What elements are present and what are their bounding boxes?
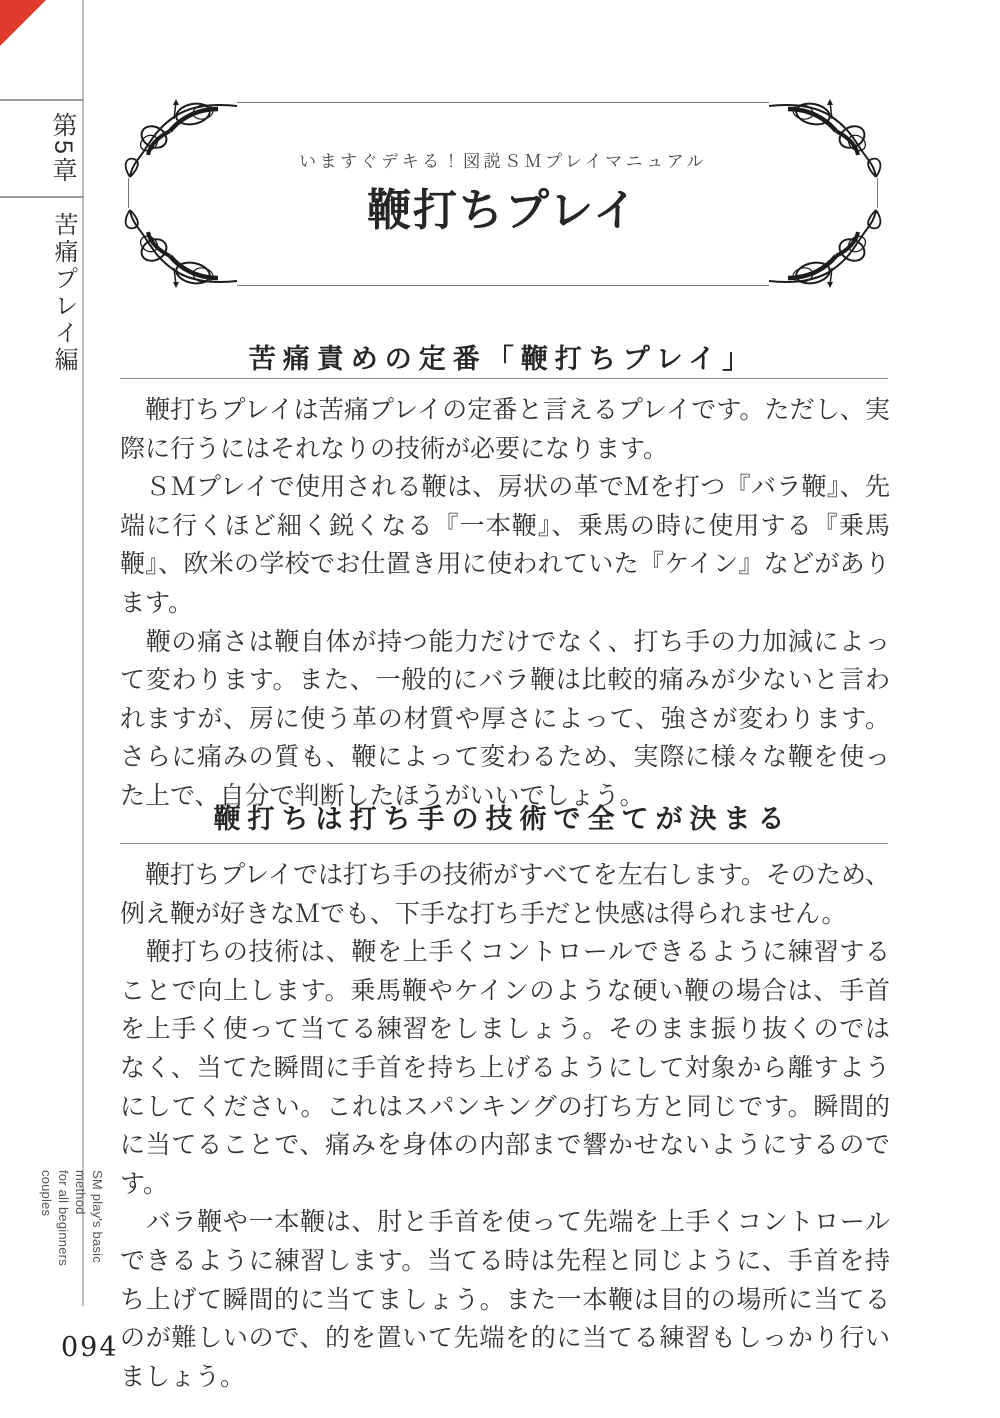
section-heading-2: 鞭打ちは打ち手の技術で全てが決まる bbox=[213, 804, 792, 834]
section-rule-1 bbox=[120, 378, 888, 379]
section-body-1 bbox=[120, 391, 890, 816]
paragraph: バラ鞭や一本鞭は、肘と手首を使って先端を上手くコントロールできるように練習します。当てる時は先程と同じように、手首を持ち上げて瞬間的に当てましょう。また一本鞭は目的の場所に当てるのが難しいので、的を置いて先端を的に当てる練習もしっかり行いましょう。 bbox=[120, 1208, 890, 1391]
chapter-section-name: 苦痛プレイ編 bbox=[50, 212, 77, 374]
chapter-tab-bottom-rule bbox=[0, 196, 84, 198]
side-caption bbox=[38, 1170, 106, 1310]
series-title: いますぐデキる！図説ＳＭプレイマニュアル bbox=[299, 152, 707, 171]
paragraph: 鞭打ちの技術は、鞭を上手くコントロールできるように練習することで向上します。乗馬鞭やケインのような硬い鞭の場合は、手首を上手く使って当てる練習をしましょう。そのまま振り抜くのではなく、当てた瞬間に手首を持ち上げるようにして対象から離すようにしてください。これはスパンキングの打ち方と同じです。瞬間的に当てることで、痛みを身体の内部まで響かせないようにするのです。 bbox=[120, 938, 890, 1198]
chapter-tab-top-rule bbox=[0, 99, 84, 101]
section-heading-1: 苦痛責めの定番「鞭打ちプレイ」 bbox=[248, 344, 757, 374]
section-rule-2 bbox=[120, 843, 888, 844]
section-body-2 bbox=[120, 856, 890, 1396]
paragraph: 鞭打ちプレイは苦痛プレイの定番と言えるプレイです。ただし、実際に行うにはそれなりの技術が必要になります。 bbox=[120, 396, 890, 463]
chapter-number: 第5章 bbox=[49, 112, 77, 185]
side-caption-line1: SM play's basic method bbox=[73, 1170, 105, 1263]
paragraph: 鞭打ちプレイでは打ち手の技術がすべてを左右します。そのため、例え鞭が好きなＭでも、下手な打ち手だと快感は得られません。 bbox=[120, 861, 890, 928]
page-corner-marker bbox=[0, 0, 46, 46]
side-caption-line2: for all beginners couples bbox=[39, 1170, 71, 1266]
paragraph: ＳＭプレイで使用される鞭は、房状の革でＭを打つ『バラ鞭』、先端に行くほど細く鋭くなる『一本鞭』、乗馬の時に使用する『乗馬鞭』、欧米の学校でお仕置き用に使われていた『ケイン』などがあります。 bbox=[120, 473, 890, 617]
frame-bottom-rule bbox=[237, 285, 769, 286]
page-title: 鞭打ちプレイ bbox=[366, 186, 640, 235]
frame-top-rule bbox=[237, 102, 769, 103]
page-number: 094 bbox=[61, 1332, 119, 1363]
paragraph: 鞭の痛さは鞭自体が持つ能力だけでなく、打ち手の力加減によって変わります。また、一般的にバラ鞭は比較的痛みが少ないと言われますが、房に使う革の材質や厚さによって、強さが変わります。さらに痛みの質も、鞭によって変わるため、実際に様々な鞭を使った上で、自分で判断したほうがいいでしょう。 bbox=[120, 627, 890, 810]
